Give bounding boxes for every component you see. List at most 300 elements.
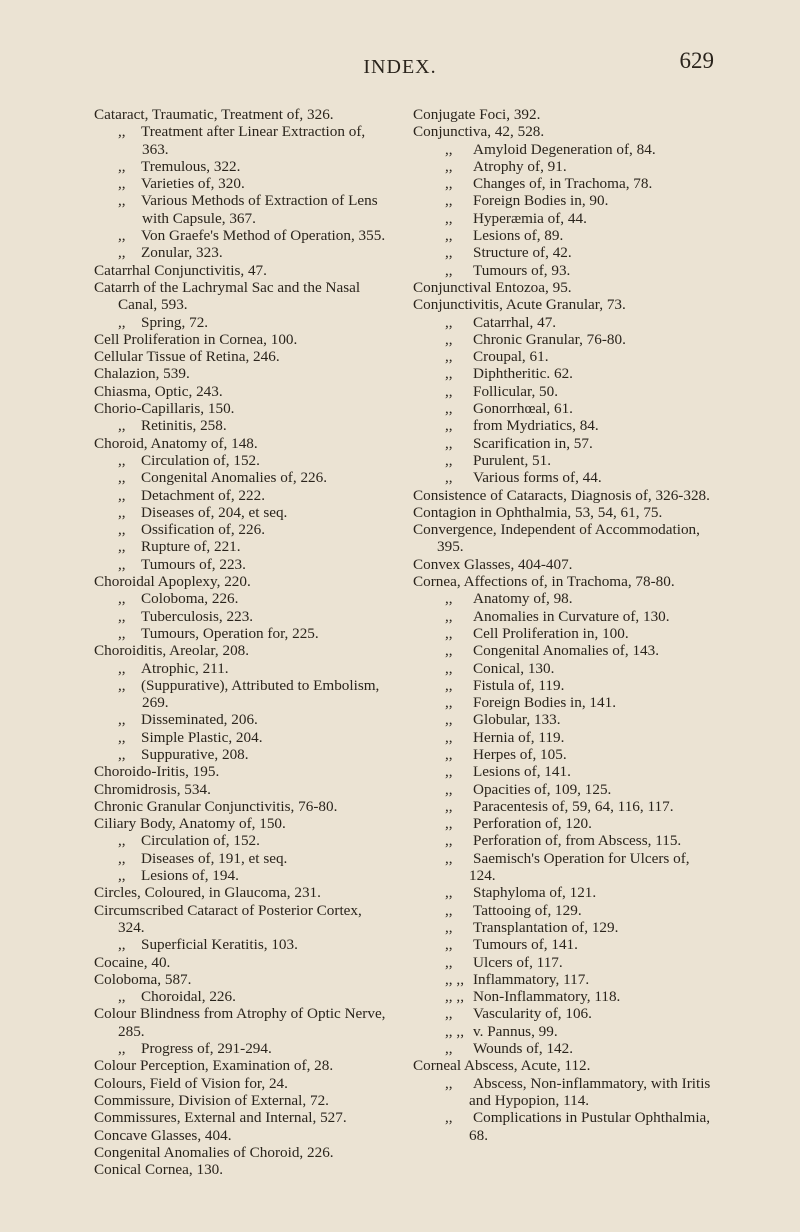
ditto-marks: ,, [118,659,126,677]
index-entry [413,711,713,728]
index-entry [94,1005,389,1040]
index-entry [413,660,713,677]
ditto-marks: ,, [118,1040,126,1058]
ditto-marks: ,, [445,261,453,279]
ditto-marks: ,, [118,849,126,867]
index-entry-text: Transplantation of, 129. [473,918,619,936]
index-entry-text: Circulation of, 152. [141,832,260,850]
index-entry-text: Follicular, 50. [473,382,559,400]
ditto-marks: ,, [118,988,126,1006]
ditto-marks: ,, [445,175,453,193]
index-entry [94,158,389,175]
index-entry [413,677,713,694]
index-entry-text: Conjugate Foci, 392. [413,106,541,123]
index-entry-text: Conjunctival Entozoa, 95. [413,278,572,296]
index-entry-text: Tremulous, 322. [141,157,241,175]
ditto-marks: ,, [118,469,126,487]
index-entry-text: Lesions of, 141. [473,763,571,781]
ditto-marks: ,, [445,728,453,746]
index-entry-text: Paracentesis of, 59, 64, 116, 117. [473,797,674,815]
index-entry [94,711,389,728]
index-entry [94,348,389,365]
index-entry [413,383,713,400]
ditto-marks: ,, [118,538,126,556]
index-entry [413,971,713,988]
ditto-marks: ,, [118,486,126,504]
index-entry [413,798,713,815]
index-entry [413,1023,713,1040]
index-entry-text: Corneal Abscess, Acute, 112. [413,1057,591,1075]
ditto-marks: ,, [445,348,453,366]
ditto-marks: ,, [118,676,126,694]
index-entry [413,608,713,625]
ditto-marks: ,, [445,763,453,781]
ditto-marks: ,, [445,400,453,418]
index-entry-text: Chromidrosis, 534. [94,780,211,798]
index-entry [413,850,713,885]
index-entry [413,902,713,919]
index-entry-text: Circulation of, 152. [141,451,260,469]
index-entry [94,1127,389,1144]
index-entry-text: Chronic Granular Conjunctivitis, 76-80. [94,797,338,815]
ditto-marks: ,, [118,936,126,954]
index-entry-text: Cocaine, 40. [94,953,171,971]
index-entry-text: Conical, 130. [473,659,555,677]
ditto-marks: ,, [445,624,453,642]
ditto-marks: ,, [118,313,126,331]
index-entry-text: Diseases of, 204, et seq. [141,503,288,521]
ditto-marks: ,, [445,815,453,833]
ditto-marks: ,, [445,434,453,452]
index-entry-text: Cornea, Affections of, in Trachoma, 78-80. [413,573,675,591]
index-entry-text: Chiasma, Optic, 243. [94,382,223,400]
index-entry [94,573,389,590]
ditto-marks: ,, [445,901,453,919]
index-entry [413,884,713,901]
index-entry-text: Choroidal Apoplexy, 220. [94,573,251,591]
index-entry-text: v. Pannus, 99. [473,1022,558,1040]
index-entry-text: Saemisch's Operation for Ulcers of, 124. [469,849,690,885]
index-entry [413,590,713,607]
index-entry [94,988,389,1005]
ditto-marks: ,, [118,555,126,573]
index-entry-text: Diseases of, 191, et seq. [141,849,288,867]
ditto-marks: ,, [445,918,453,936]
index-entry-text: Conical Cornea, 130. [94,1161,224,1179]
page-header-title: INDEX. [363,56,437,78]
index-entry-text: Consistence of Cataracts, Diagnosis of, 326-328. [413,486,710,504]
index-entry [94,815,389,832]
index-entry-text: Amyloid Degeneration of, 84. [473,140,656,158]
ditto-marks: ,, [118,728,126,746]
index-entry-text: Von Graefe's Method of Operation, 355. [141,227,386,245]
index-entry-text: Changes of, in Trachoma, 78. [473,175,653,193]
index-entry [94,642,389,659]
ditto-marks: ,, [445,849,453,867]
index-entry [413,400,713,417]
index-entry [413,1075,713,1110]
ditto-marks: ,, [118,590,126,608]
index-entry [94,954,389,971]
index-entry-text: Non-Inflammatory, 118. [473,988,621,1006]
index-entry [94,608,389,625]
index-entry [413,123,713,140]
index-entry-text: Anatomy of, 98. [473,590,573,608]
left-index-column [94,106,389,1178]
index-entry [94,504,389,521]
index-entry [413,815,713,832]
index-entry-text: Commissure, Division of External, 72. [94,1091,329,1109]
index-entry [413,729,713,746]
index-entry-text: Abscess, Non-inflammatory, with Iritis and Hypopion, 114. [469,1074,711,1109]
index-entry [94,936,389,953]
index-entry [413,314,713,331]
index-entry [413,746,713,763]
index-entry-text: Colour Perception, Examination of, 28. [94,1057,334,1075]
page-number: 629 [679,48,714,73]
ditto-marks: ,, [118,192,126,210]
ditto-marks: ,, [445,797,453,815]
index-entry [94,625,389,642]
index-entry-text: Commissures, External and Internal, 527. [94,1109,347,1127]
index-entry [413,106,713,123]
index-entry-text: Diphtheritic. 62. [473,365,573,383]
ditto-marks: ,, [445,590,453,608]
index-entry [94,279,389,314]
ditto-marks: ,, [445,745,453,763]
index-entry [94,798,389,815]
index-entry [413,452,713,469]
ditto-marks: ,, [445,780,453,798]
index-entry-text: Wounds of, 142. [473,1040,574,1058]
index-entry [413,227,713,244]
index-entry [413,175,713,192]
index-entry [413,487,713,504]
index-entry [413,573,713,590]
index-entry-text: Tumours of, 141. [473,936,578,954]
index-entry [413,141,713,158]
ditto-marks: ,, [445,330,453,348]
index-entry-text: Spring, 72. [141,313,209,331]
index-entry [413,832,713,849]
index-entry [413,1040,713,1057]
index-entry-text: Herpes of, 105. [473,745,567,763]
index-entry [413,348,713,365]
index-entry [94,832,389,849]
ditto-marks: ,, ,, [445,970,464,988]
index-entry [413,642,713,659]
index-entry-text: Perforation of, 120. [473,815,592,833]
index-entry-text: Congenital Anomalies of, 226. [141,469,328,487]
index-entry-text: Tumours of, 93. [473,261,571,279]
index-entry-text: Staphyloma of, 121. [473,884,597,902]
index-entry-text: Opacities of, 109, 125. [473,780,612,798]
ditto-marks: ,, [445,1074,453,1092]
index-entry [413,625,713,642]
index-entry-text: Varieties of, 320. [141,175,245,193]
index-entry [413,417,713,434]
index-entry-text: Purulent, 51. [473,451,552,469]
ditto-marks: ,, [118,123,126,141]
ditto-marks: ,, [445,1005,453,1023]
ditto-marks: ,, [445,1109,453,1127]
index-entry-text: Chalazion, 539. [94,365,190,383]
index-entry [94,729,389,746]
index-entry [413,279,713,296]
index-entry [94,677,389,712]
index-entry [94,435,389,452]
ditto-marks: ,, [118,157,126,175]
ditto-marks: ,, [118,227,126,245]
index-entry [94,538,389,555]
index-entry-text: Choroido-Iritis, 195. [94,763,220,781]
index-entry [94,175,389,192]
index-entry [94,244,389,261]
index-entry [94,746,389,763]
ditto-marks: ,, ,, [445,988,464,1006]
index-entry-text: Congenital Anomalies of Choroid, 226. [94,1143,334,1161]
index-entry-text: Circumscribed Cataract of Posterior Cortex, 324. [94,901,362,936]
index-entry-text: Catarrhal, 47. [473,313,557,331]
index-entry [94,314,389,331]
index-entry-text: Conjunctivitis, Acute Granular, 73. [413,296,626,314]
ditto-marks: ,, [445,451,453,469]
ditto-marks: ,, [445,313,453,331]
ditto-marks: ,, [445,607,453,625]
ditto-marks: ,, [118,711,126,729]
index-entry [94,1075,389,1092]
index-entry [94,902,389,937]
ditto-marks: ,, [118,244,126,262]
index-entry-text: Cataract, Traumatic, Treatment of, 326. [94,106,334,123]
ditto-marks: ,, [118,745,126,763]
index-entry-text: Ciliary Body, Anatomy of, 150. [94,815,286,833]
index-entry [94,192,389,227]
index-entry [413,1109,713,1144]
index-entry [94,106,389,123]
index-entry-text: Progress of, 291-294. [141,1040,272,1058]
index-entry-text: Cell Proliferation in, 100. [473,624,629,642]
index-entry-text: Atrophic, 211. [141,659,229,677]
index-entry-text: Various forms of, 44. [473,469,602,487]
index-entry-text: Various Methods of Extraction of Lens with Capsule, 367. [141,192,378,227]
ditto-marks: ,, [445,227,453,245]
index-entry-text: Globular, 133. [473,711,561,729]
index-entry-text: Treatment after Linear Extraction of, 363. [141,123,366,158]
index-entry [94,123,389,158]
index-entry [94,1057,389,1074]
index-entry [94,1144,389,1161]
ditto-marks: ,, [445,642,453,660]
index-entry-text: Cell Proliferation in Cornea, 100. [94,330,298,348]
index-entry [94,262,389,279]
index-entry [94,1109,389,1126]
index-entry [413,1057,713,1074]
index-entry [94,469,389,486]
ditto-marks: ,, [118,607,126,625]
index-entry [413,210,713,227]
index-entry-text: Lesions of, 194. [141,867,239,885]
index-entry-text: Disseminated, 206. [141,711,258,729]
index-entry-text: (Suppurative), Attributed to Embolism, 269. [141,676,380,712]
index-entry [413,988,713,1005]
index-entry [413,919,713,936]
index-entry-text: Anomalies in Curvature of, 130. [473,607,670,625]
index-entry [94,884,389,901]
ditto-marks: ,, [445,192,453,210]
ditto-marks: ,, [445,157,453,175]
ditto-marks: ,, [445,469,453,487]
index-entry [413,244,713,261]
index-entry [94,487,389,504]
ditto-marks: ,, [445,140,453,158]
ditto-marks: ,, [445,676,453,694]
index-entry [413,763,713,780]
index-entry [413,262,713,279]
index-entry-text: Complications in Pustular Ophthalmia, 68. [469,1109,711,1144]
index-entry [94,850,389,867]
index-entry-text: Structure of, 42. [473,244,572,262]
index-entry [94,763,389,780]
index-entry [94,417,389,434]
index-entry-text: Ulcers of, 117. [473,953,563,971]
index-entry-text: Foreign Bodies in, 141. [473,694,617,712]
index-entry [413,296,713,313]
index-entry-text: Colour Blindness from Atrophy of Optic Nerve, 285. [94,1005,386,1040]
index-entry [94,556,389,573]
index-entry [94,365,389,382]
index-entry-text: Retinitis, 258. [141,417,227,435]
ditto-marks: ,, [118,521,126,539]
index-entry-text: Cellular Tissue of Retina, 246. [94,348,280,366]
index-entry-text: Concave Glasses, 404. [94,1126,232,1144]
index-entry [413,365,713,382]
index-entry [413,694,713,711]
index-entry [94,452,389,469]
ditto-marks: ,, [445,711,453,729]
index-entry-text: Foreign Bodies in, 90. [473,192,609,210]
ditto-marks: ,, [118,451,126,469]
index-entry-text: Circles, Coloured, in Glaucoma, 231. [94,884,321,902]
index-entry-text: Coloboma, 587. [94,970,192,988]
index-entry [94,383,389,400]
index-entry-text: Tattooing of, 129. [473,901,582,919]
index-entry-text: from Mydriatics, 84. [473,417,599,435]
index-entry-text: Suppurative, 208. [141,745,249,763]
index-entry-text: Hyperæmia of, 44. [473,209,587,227]
ditto-marks: ,, [445,244,453,262]
ditto-marks: ,, [118,503,126,521]
index-entry [413,1005,713,1022]
index-entry-text: Superficial Keratitis, 103. [141,936,298,954]
index-entry [413,556,713,573]
index-entry [94,227,389,244]
index-entry [413,954,713,971]
index-entry [413,504,713,521]
index-entry-text: Croupal, 61. [473,348,549,366]
index-entry-text: Atrophy of, 91. [473,157,567,175]
ditto-marks: ,, [118,832,126,850]
index-entry-text: Chorio-Capillaris, 150. [94,400,235,418]
index-entry-text: Scarification in, 57. [473,434,593,452]
ditto-marks: ,, ,, [445,1022,464,1040]
index-entry-text: Zonular, 323. [141,244,223,262]
index-entry-text: Ossification of, 226. [141,521,266,539]
index-entry [94,590,389,607]
ditto-marks: ,, [445,936,453,954]
index-entry-text: Lesions of, 89. [473,227,564,245]
index-entry [413,331,713,348]
ditto-marks: ,, [445,417,453,435]
index-entry [94,660,389,677]
index-entry-text: Convex Glasses, 404-407. [413,555,573,573]
index-entry [94,1161,389,1178]
index-entry-text: Coloboma, 226. [141,590,239,608]
right-index-column [413,106,713,1144]
ditto-marks: ,, [118,624,126,642]
index-entry-text: Rupture of, 221. [141,538,241,556]
index-entry-text: Contagion in Ophthalmia, 53, 54, 61, 75. [413,503,663,521]
ditto-marks: ,, [445,209,453,227]
index-entry [413,158,713,175]
index-entry-text: Perforation of, from Abscess, 115. [473,832,682,850]
ditto-marks: ,, [118,175,126,193]
index-entry-text: Chronic Granular, 76-80. [473,330,626,348]
index-entry-text: Tumours of, 223. [141,555,246,573]
index-entry [94,331,389,348]
index-entry-text: Fistula of, 119. [473,676,565,694]
index-entry-text: Gonorrhœal, 61. [473,400,573,418]
index-entry-text: Congenital Anomalies of, 143. [473,642,660,660]
ditto-marks: ,, [445,365,453,383]
index-entry [413,435,713,452]
ditto-marks: ,, [445,659,453,677]
index-entry-text: Detachment of, 222. [141,486,265,504]
index-entry [94,867,389,884]
index-entry [94,400,389,417]
ditto-marks: ,, [445,884,453,902]
index-entry-text: Choroiditis, Areolar, 208. [94,642,250,660]
index-entry [413,781,713,798]
index-entry-text: Inflammatory, 117. [473,970,590,988]
index-entry-text: Catarrhal Conjunctivitis, 47. [94,261,267,279]
index-entry [413,469,713,486]
index-entry-text: Tuberculosis, 223. [141,607,254,625]
index-entry-text: Tumours, Operation for, 225. [141,624,319,642]
index-entry [94,1040,389,1057]
index-entry [413,936,713,953]
index-entry [413,192,713,209]
index-entry-text: Hernia of, 119. [473,728,565,746]
ditto-marks: ,, [445,1040,453,1058]
ditto-marks: ,, [118,417,126,435]
index-entry-text: Choroid, Anatomy of, 148. [94,434,258,452]
index-entry-text: Simple Plastic, 204. [141,728,263,746]
index-entry-text: Catarrh of the Lachrymal Sac and the Nasal Canal, 593. [94,278,361,314]
index-entry [94,781,389,798]
ditto-marks: ,, [118,867,126,885]
ditto-marks: ,, [445,953,453,971]
index-entry-text: Colours, Field of Vision for, 24. [94,1074,288,1092]
ditto-marks: ,, [445,694,453,712]
ditto-marks: ,, [445,382,453,400]
index-entry [94,521,389,538]
index-entry [94,1092,389,1109]
ditto-marks: ,, [445,832,453,850]
index-entry [413,521,713,556]
index-entry-text: Choroidal, 226. [141,988,236,1006]
index-entry [94,971,389,988]
